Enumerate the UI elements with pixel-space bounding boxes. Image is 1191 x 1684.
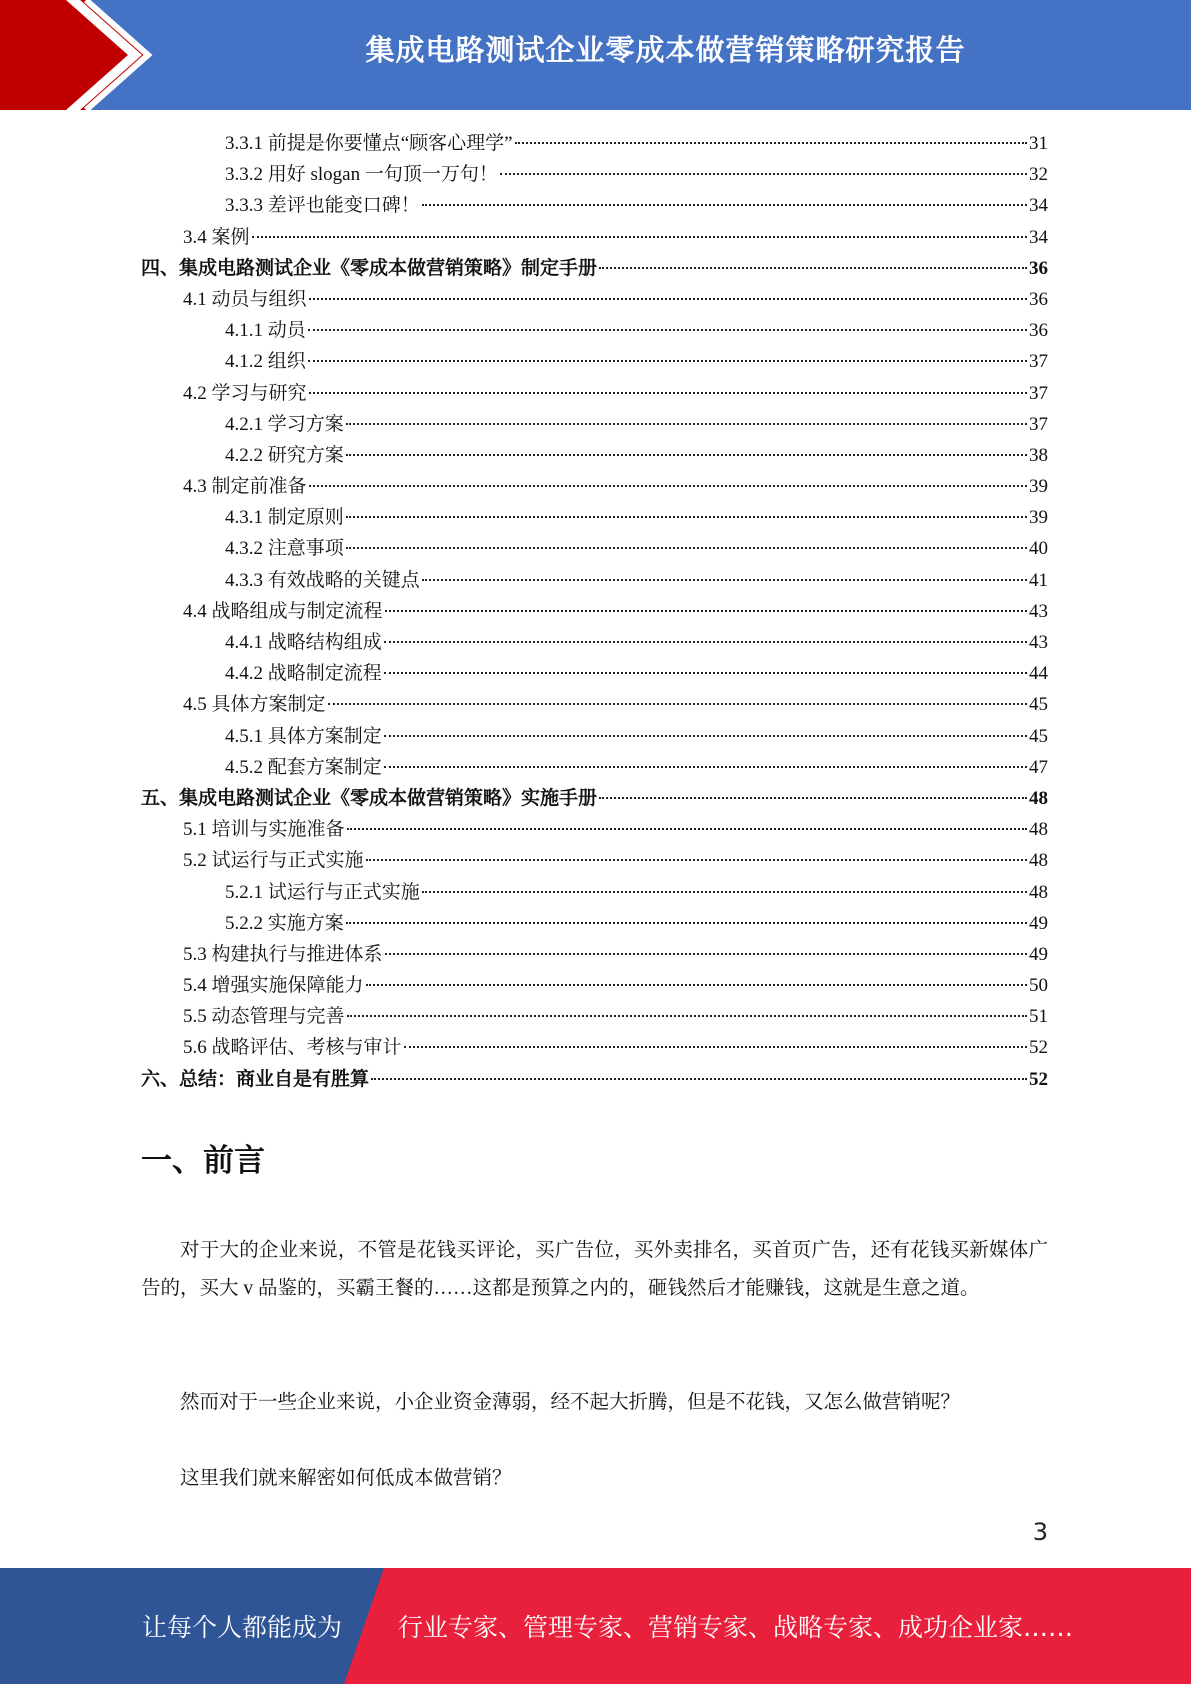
toc-dot-leader bbox=[384, 641, 1027, 643]
toc-entry[interactable] bbox=[141, 315, 1048, 346]
toc-entry-label: 4.4.1 战略结构组成 bbox=[225, 632, 382, 653]
toc-entry-label: 4.2.2 研究方案 bbox=[225, 444, 344, 466]
toc-entry-page: 48 bbox=[1029, 819, 1048, 841]
toc-dot-leader bbox=[347, 828, 1027, 830]
toc-entry[interactable] bbox=[141, 222, 1048, 253]
toc-entry-page: 34 bbox=[1029, 195, 1048, 217]
toc-dot-leader bbox=[599, 267, 1027, 269]
toc-entry-label: 4.4.2 战略制定流程 bbox=[225, 663, 382, 685]
toc-dot-leader bbox=[371, 1078, 1027, 1080]
toc-entry[interactable] bbox=[141, 814, 1048, 845]
footer-slogan-left: 让每个人都能成为 bbox=[142, 1613, 343, 1642]
toc-entry-label: 3.4 案例 bbox=[183, 226, 250, 248]
toc-dot-leader bbox=[385, 953, 1027, 955]
toc-entry-page: 40 bbox=[1029, 538, 1048, 560]
header-title: 集成电路测试企业零成本做营销策略研究报告 bbox=[365, 33, 966, 67]
toc-entry[interactable] bbox=[141, 378, 1048, 409]
toc-entry[interactable] bbox=[141, 596, 1048, 627]
toc-entry-page: 36 bbox=[1029, 320, 1048, 342]
toc-dot-leader bbox=[308, 360, 1027, 362]
toc-entry[interactable] bbox=[141, 253, 1048, 284]
toc-entry[interactable] bbox=[141, 689, 1048, 720]
toc-entry-page: 37 bbox=[1029, 413, 1048, 435]
toc-entry-label: 3.3.1 前提是你要懂点“顾客心理学” bbox=[225, 133, 513, 154]
paragraph-1: 对于大的企业来说，不管是花钱买评论，买广告位，买外卖排名，买首页广告，还有花钱买新媒体广告的，买大 v 品鉴的，买霸王餐的……这都是预算之内的，砸钱然后才能赚钱，这就是生意之道。 bbox=[141, 1240, 1048, 1299]
toc-entry[interactable] bbox=[141, 721, 1048, 752]
toc-dot-leader bbox=[366, 984, 1027, 986]
toc-entry-page: 39 bbox=[1029, 476, 1048, 498]
toc-entry-label: 4.4 战略组成与制定流程 bbox=[183, 600, 383, 622]
toc-entry-label: 5.1 培训与实施准备 bbox=[183, 819, 345, 841]
toc-entry-label: 4.1.1 动员 bbox=[225, 320, 306, 342]
toc-entry-page: 49 bbox=[1029, 943, 1048, 965]
toc-dot-leader bbox=[328, 703, 1027, 705]
toc-entry[interactable] bbox=[141, 939, 1048, 970]
page-header bbox=[0, 0, 1191, 110]
toc-dot-leader bbox=[404, 1046, 1027, 1048]
toc-dot-leader bbox=[599, 797, 1027, 799]
page-footer bbox=[0, 1568, 1191, 1684]
toc-dot-leader bbox=[252, 236, 1027, 238]
toc-dot-leader bbox=[500, 173, 1027, 175]
toc-entry[interactable] bbox=[141, 502, 1048, 533]
toc-entry-page: 43 bbox=[1029, 632, 1048, 653]
toc-entry-label: 4.1.2 组织 bbox=[225, 351, 306, 373]
toc-entry-page: 50 bbox=[1029, 975, 1048, 997]
toc-dot-leader bbox=[346, 516, 1027, 518]
toc-entry[interactable] bbox=[141, 1032, 1048, 1063]
toc-entry-label: 5.2 试运行与正式实施 bbox=[183, 850, 364, 872]
toc-dot-leader bbox=[309, 485, 1027, 487]
toc-entry-page: 36 bbox=[1029, 257, 1048, 279]
footer-slogan-right: 行业专家、管理专家、营销专家、战略专家、成功企业家…… bbox=[398, 1613, 1074, 1642]
toc-entry-label: 5.6 战略评估、考核与审计 bbox=[183, 1037, 402, 1059]
toc-entry[interactable] bbox=[141, 970, 1048, 1001]
toc-entry-label: 4.3 制定前准备 bbox=[183, 476, 307, 498]
toc-entry[interactable] bbox=[141, 159, 1048, 190]
toc-entry-label: 5.4 增强实施保障能力 bbox=[183, 975, 364, 997]
toc-entry-page: 39 bbox=[1029, 507, 1048, 529]
toc-entry-page: 38 bbox=[1029, 444, 1048, 466]
toc-dot-leader bbox=[515, 142, 1027, 144]
toc-entry-page: 51 bbox=[1029, 1006, 1048, 1028]
toc-dot-leader bbox=[347, 1015, 1027, 1017]
toc-entry-label: 4.5 具体方案制定 bbox=[183, 694, 326, 716]
toc-entry[interactable] bbox=[141, 346, 1048, 377]
toc-entry-page: 32 bbox=[1029, 164, 1048, 186]
toc-dot-leader bbox=[384, 672, 1027, 674]
toc-entry[interactable] bbox=[141, 908, 1048, 939]
toc-entry-page: 48 bbox=[1029, 787, 1048, 809]
section-heading: 一、前言 bbox=[141, 1143, 265, 1179]
toc-entry[interactable] bbox=[141, 190, 1048, 221]
toc-dot-leader bbox=[385, 610, 1027, 612]
toc-entry-label: 4.2.1 学习方案 bbox=[225, 413, 344, 435]
toc-entry-label: 4.1 动员与组织 bbox=[183, 288, 307, 310]
toc-dot-leader bbox=[422, 579, 1027, 581]
toc-entry[interactable] bbox=[141, 877, 1048, 908]
toc-entry-label: 4.3.3 有效战略的关键点 bbox=[225, 569, 420, 591]
toc-entry[interactable] bbox=[141, 627, 1048, 658]
toc-entry[interactable] bbox=[141, 565, 1048, 596]
toc-entry[interactable] bbox=[141, 845, 1048, 876]
toc-entry-page: 37 bbox=[1029, 382, 1048, 404]
toc-entry[interactable] bbox=[141, 1064, 1048, 1095]
toc-dot-leader bbox=[346, 454, 1027, 456]
toc-entry-page: 37 bbox=[1029, 351, 1048, 373]
toc-entry-page: 47 bbox=[1029, 756, 1048, 778]
toc-entry-label: 3.3.3 差评也能变口碑！ bbox=[225, 195, 420, 217]
toc-entry[interactable] bbox=[141, 409, 1048, 440]
toc-entry-page: 48 bbox=[1029, 850, 1048, 872]
toc-entry[interactable] bbox=[141, 284, 1048, 315]
toc-entry[interactable] bbox=[141, 533, 1048, 564]
toc-dot-leader bbox=[366, 859, 1027, 861]
toc-entry-page: 43 bbox=[1029, 600, 1048, 622]
toc-dot-leader bbox=[346, 547, 1027, 549]
toc-entry-page: 36 bbox=[1029, 288, 1048, 310]
toc-entry-label: 5.2.2 实施方案 bbox=[225, 912, 344, 934]
toc-entry-page: 48 bbox=[1029, 881, 1048, 903]
toc-dot-leader bbox=[422, 891, 1027, 893]
table-of-contents bbox=[141, 128, 1048, 1095]
toc-dot-leader bbox=[384, 766, 1027, 768]
page-number: 3 bbox=[1032, 1518, 1048, 1546]
paragraph-2: 然而对于一些企业来说，小企业资金薄弱，经不起大折腾，但是不花钱，又怎么做营销呢？ bbox=[180, 1392, 961, 1413]
toc-entry[interactable] bbox=[141, 658, 1048, 689]
toc-entry-page: 34 bbox=[1029, 226, 1048, 248]
toc-entry-page: 45 bbox=[1029, 694, 1048, 716]
toc-entry-label: 六、总结：商业自是有胜算 bbox=[141, 1068, 370, 1090]
toc-dot-leader bbox=[346, 423, 1027, 425]
toc-entry-page: 44 bbox=[1029, 663, 1048, 685]
toc-entry-label: 4.2 学习与研究 bbox=[183, 382, 307, 404]
toc-dot-leader bbox=[346, 922, 1027, 924]
toc-dot-leader bbox=[309, 298, 1027, 300]
toc-entry-page: 45 bbox=[1029, 725, 1048, 747]
toc-entry-page: 31 bbox=[1029, 133, 1048, 154]
toc-entry-label: 4.3.1 制定原则 bbox=[225, 507, 344, 529]
toc-entry-label: 3.3.2 用好 slogan 一句顶一万句！ bbox=[225, 164, 498, 186]
toc-entry-label: 4.5.1 具体方案制定 bbox=[225, 725, 382, 747]
toc-dot-leader bbox=[384, 735, 1027, 737]
toc-entry-page: 49 bbox=[1029, 912, 1048, 934]
toc-entry-page: 52 bbox=[1029, 1037, 1048, 1059]
paragraph-3: 这里我们就来解密如何低成本做营销？ bbox=[180, 1468, 512, 1489]
toc-entry[interactable] bbox=[141, 471, 1048, 502]
toc-entry[interactable] bbox=[141, 440, 1048, 471]
toc-entry-label: 5.2.1 试运行与正式实施 bbox=[225, 881, 420, 903]
toc-dot-leader bbox=[422, 204, 1027, 206]
toc-dot-leader bbox=[309, 392, 1027, 394]
toc-entry-label: 4.3.2 注意事项 bbox=[225, 538, 344, 560]
toc-entry-label: 四、集成电路测试企业《零成本做营销策略》制定手册 bbox=[141, 257, 598, 279]
toc-entry-label: 5.3 构建执行与推进体系 bbox=[183, 943, 383, 965]
toc-entry-label: 5.5 动态管理与完善 bbox=[183, 1006, 345, 1028]
toc-entry[interactable] bbox=[141, 783, 1048, 814]
toc-entry-page: 41 bbox=[1029, 569, 1048, 591]
toc-entry[interactable] bbox=[141, 1001, 1048, 1032]
toc-entry[interactable] bbox=[141, 752, 1048, 783]
toc-entry-page: 52 bbox=[1029, 1068, 1048, 1090]
toc-entry[interactable] bbox=[141, 128, 1048, 159]
toc-entry-label: 4.5.2 配套方案制定 bbox=[225, 756, 382, 778]
toc-entry-label: 五、集成电路测试企业《零成本做营销策略》实施手册 bbox=[141, 787, 598, 809]
toc-dot-leader bbox=[308, 329, 1027, 331]
